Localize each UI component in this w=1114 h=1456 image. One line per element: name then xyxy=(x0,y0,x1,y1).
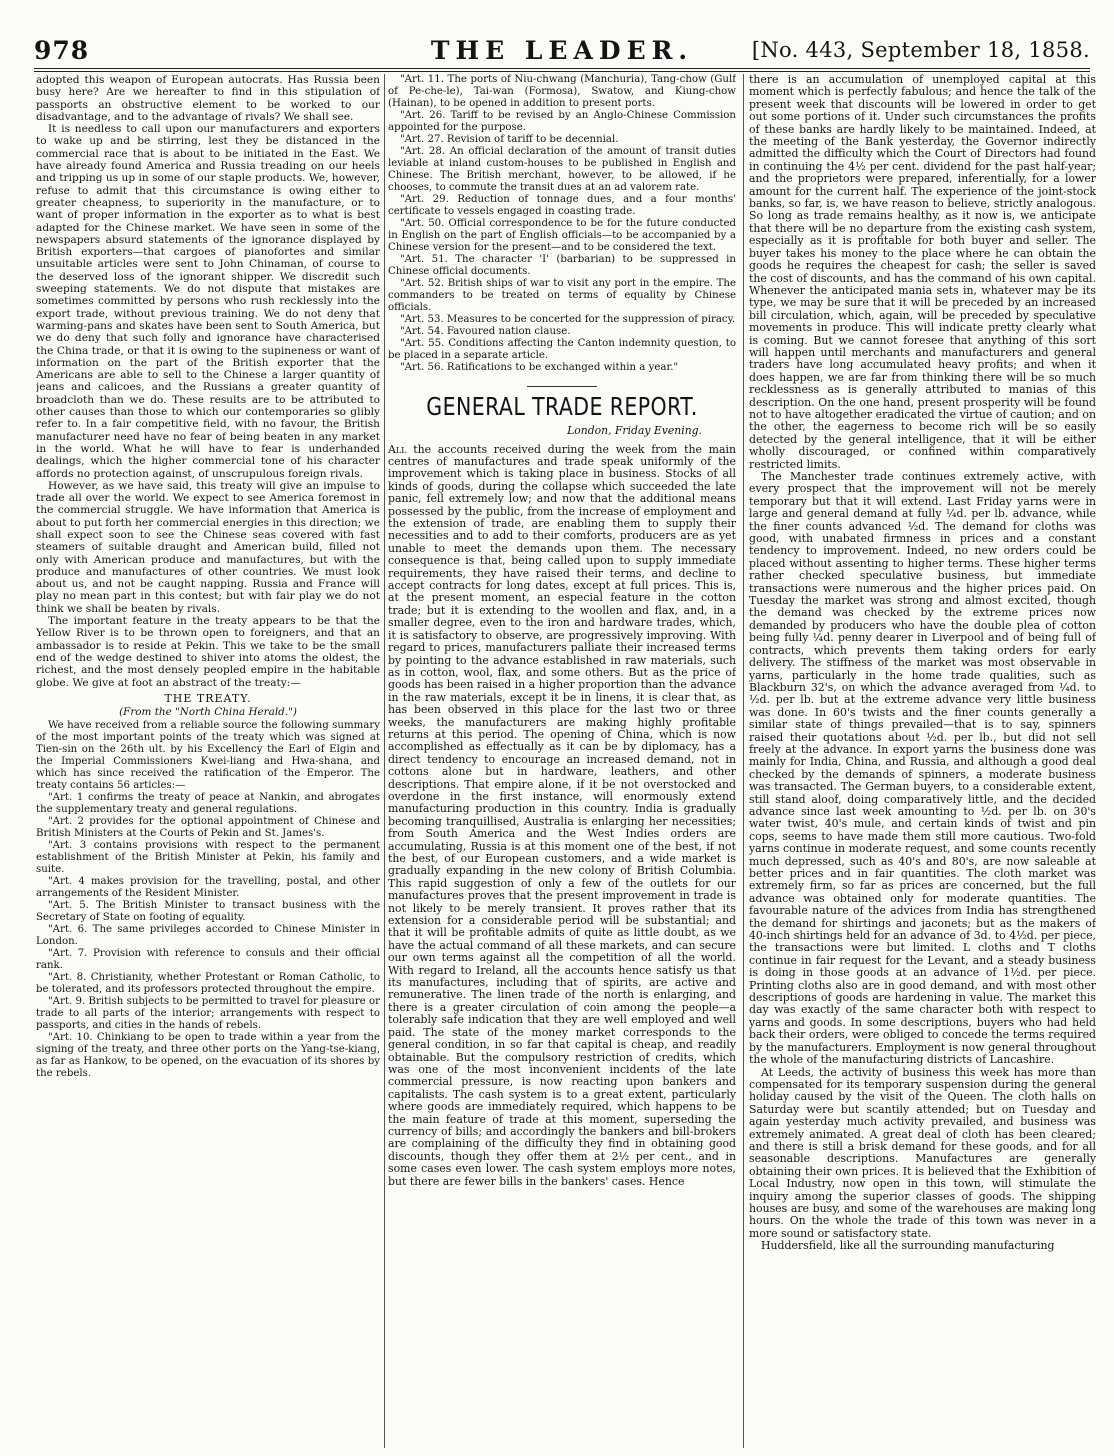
treaty-article: "Art. 53. Measures to be concerted for the suppression of piracy. xyxy=(400,314,736,325)
lead-word: All xyxy=(388,442,407,456)
treaty-article: "Art. 51. The character 'I' (barbarian) to be suppressed in Chinese official documents. xyxy=(388,254,736,277)
treaty-article: "Art. 1 confirms the treaty of peace at Nankin, and abrogates the supplementary treaty and general regulations. xyxy=(36,792,380,816)
treaty-article: "Art. 27. Revision of tariff to be decennial. xyxy=(400,134,619,145)
treaty-article: "Art. 54. Favoured nation clause. xyxy=(400,326,571,337)
treaty-article: "Art. 2 provides for the optional appointment of Chinese and British Ministers at the Courts of Pekin and St. James's. xyxy=(36,816,380,840)
column-2 xyxy=(388,74,736,1448)
column-3 xyxy=(749,74,1096,1448)
newspaper-title: THE LEADER. xyxy=(430,36,694,65)
issue-info: [No. 443, September 18, 1858. xyxy=(751,38,1090,62)
paragraph: At Leeds, the activity of business this week has more than compensated for its temporary suspension during the general holiday caused by the visit of the Queen. The cloth halls on Saturday were but scantily attended; but on Tuesday and again yesterday much activity prevailed, and business was extremely animated. A great deal of cloth has been cleared; and there is still a brisk demand for these goods, and for all seasonable descriptions. Manufactures are generally obtaining their own prices. It is believed that the Exhibition of Local Industry, now open in this town, will stimulate the inquiry among the superior classes of goods. The shipping houses are busy, and some of the warehouses are making long hours. On the whole the trade of this town was never in a more sound or satisfactory state. xyxy=(749,1065,1096,1240)
paragraph xyxy=(388,444,736,1188)
paragraph: We have received from a reliable source the following summary of the most important points of the treaty which was signed at Tien-sin on the 26th ult. by his Excellency the Earl of Elgin and the Imperial Commissioners Kwei-liang and Hwa-shana, and which has since received the ratification of the Emperor. The treaty contains 56 articles:— xyxy=(36,720,380,792)
column-divider xyxy=(743,74,744,1448)
dateline: London, Friday Evening. xyxy=(567,424,702,438)
treaty-article: "Art. 52. British ships of war to visit any port in the empire. The commanders to be treated on terms of equality by Chinese officials. xyxy=(388,278,736,313)
treaty-article: "Art. 9. British subjects to be permitted to travel for pleasure or trade to all parts of the interior; arrangements with respect to passports, and cities in the hands of rebels. xyxy=(36,996,380,1032)
paragraph: The important feature in the treaty appears to be that the Yellow River is to be thrown open to foreigners, and that an ambassador is to reside at Pekin. This we take to be the small end of the wedge destined to shiver into atoms the oldest, the richest, and the most densely peopled empire in the habitable globe. We give at foot an abstract of the treaty:— xyxy=(36,615,380,689)
treaty-article: "Art. 6. The same privileges accorded to Chinese Minister in London. xyxy=(36,924,380,948)
treaty-article: "Art. 8. Christianity, whether Protestant or Roman Catholic, to be tolerated, and its professors protected throughout the empire. xyxy=(36,972,380,996)
report-title: GENERAL TRADE REPORT. xyxy=(426,392,698,421)
paragraph: The Manchester trade continues extremely active, with every prospect that the improvement will not be merely temporary but that it will extend. Last Friday yarns were in large and general demand at fully ¼d. per lb. advance, while the finer counts advanced ½d. The demand for cloths was good, with unabated firmness in prices and a constant tendency to improvement. Indeed, no new orders could be placed without assenting to higher terms. These higher terms rather checked speculative business, but immediate transactions were numerous and the higher prices paid. On Tuesday the market was strong and almost excited, though the demand was checked by the extreme prices now demanded by producers who have the double plea of cotton being fully ¼d. penny dearer in Liverpool and of being full of contracts, which prevents them taking orders for early delivery. The stiffness of the market was most observable in yarns, particularly in the home trade qualities, such as Blackburn 32's, on which the advance averaged from ¼d. to ½d. per lb. but at the extreme advance very little business was done. In 60's twists and the finer counts generally a similar state of things prevailed—that is to say, spinners raised their quotations about ½d. per lb., but did not sell freely at the advance. In export yarns the business done was mainly for India, China, and Russia, and although a good deal checked by the demands of spinners, a moderate business was transacted. The German buyers, to a considerable extent, still stand aloof, doing comparatively little, and the decided advance since last week amounting to ½d. per lb. on 30's water twist, 40's mule, and certain kinds of twist and pin cops, seems to have made them still more cautious. Two-fold yarns continue in moderate request, and some counts recently much depressed, such as 40's and 80's, are now saleable at better prices and in fair quantities. The cloth market was extremely firm, so far as prices are concerned, but the full advance was obtained only for moderate quantities. The favourable nature of the advices from India has strengthened the demand for shirtings and jaconets; but as the makers of 40-inch shirtings held for an advance of 3d. to 4½d. per piece, the transactions were but limited. L cloths and T cloths continue in fair request for the Levant, and a steady business is doing in those goods at an advance of 1½d. per piece. Printing cloths also are in good demand, and with most other descriptions of goods are hardening in value. The market this day was exactly of the same character both with respect to yarns and goods. In some descriptions, buyers who had held back their orders, were obliged to concede the terms required by the manufacturers. Employment is now general throughout the whole of the manufacturing districts of Lancashire. xyxy=(749,470,1096,1067)
treaty-article: "Art. 56. Ratifications to be exchanged within a year." xyxy=(400,362,679,373)
paragraph: there is an accumulation of unemployed capital at this moment which is perfectly fabulous; and hence the talk of the present week that discounts will be lowered in order to get out some portions of it. Under such circumstances the profits of these banks are hardly likely to be maintained. Indeed, at the meeting of the Bank yesterday, the Governor indirectly admitted the difficulty which the Court of Directors had found in continuing the 4½ per cent. dividend for the past half-year; and the proprietors were prepared, inferentially, for a lower amount for the current half. The experience of the joint-stock banks, so far, is, we have reason to believe, strictly analogous. So long as trade remains healthy, as it now is, we anticipate that there will be no departure from the existing cash system, especially as it is profitable for both buyer and seller. The buyer takes his money to the place where he can obtain the goods he requires the cheapest for cash; the seller is saved the cost of discounts, and has the command of his own capital. Whenever the anticipated mania sets in, whatever may be its type, we may be sure that it will be preceded by an increased bill circulation, which, again, will be preceded by speculative movements in produce. This will indicate pretty clearly what is coming. But we cannot foresee that anything of this sort will happen until merchants and manufacturers and general traders have long accumulated heavy profits; and when it does happen, we are far from thinking there will be so much recklessness as is generally attributed to manias of this description. On the one hand, present prosperity will be found not to have altogether eradicated the virtue of caution; and on the other, the eagerness to become rich will be so easily detected by the general intelligence, that it will be either wholly discouraged, or confined within comparatively restricted limits. xyxy=(749,74,1096,471)
treaty-article: "Art. 29. Reduction of tonnage dues, and a four months' certificate to vessels engaged in coasting trade. xyxy=(388,194,736,217)
treaty-article: "Art. 5. The British Minister to transact business with the Secretary of State on footing of equality. xyxy=(36,900,380,924)
paragraph: Huddersfield, like all the surrounding manufacturing xyxy=(761,1239,1055,1253)
column-1 xyxy=(36,74,380,1448)
treaty-article: "Art. 55. Conditions affecting the Canton indemnity question, to be placed in a separate article. xyxy=(388,338,736,361)
treaty-heading: THE TREATY. xyxy=(164,691,252,705)
paragraph: It is needless to call upon our manufacturers and exporters to wake up and be stirring, lest they be distanced in the commercial race that is about to be initiated in the East. We have already found America and Russia treading on our heels and tripping us up in some of our staple products. We, however, refuse to admit that this circumstance is owing either to greater cheapness, to superiority in the manufacture, or to want of proper information in the exporter as to what is best adapted for the Chinese market. We have seen in some of the newspapers absurd statements of the ignorance displayed by British exporters—that cargoes of pianofortes and similar unsuitable articles were sent to John Chinaman, of course to the deserved loss of the ignorant shipper. We discredit such sweeping statements. We do not dispute that mistakes are sometimes committed by persons who rush recklessly into the export trade, without previous training. We do not deny that warming-pans and skates have been sent to South America, but we do deny that such folly and ignorance have characterised the China trade, or that it is owing to the supineness or want of information on the part of the British exporter that the Americans are able to sell to the Chinese a larger quantity of jeans and calicoes, and the Russians a greater quantity of broadcloth than we do. These results are to be attributed to other causes than those to which our contemporaries so glibly refer to. In a fair competitive field, with no favour, the British manufacturer need have no fear of being beaten in any market in the world. What he will have to fear is underhanded dealings, which the higher commercial tone of his character affords no protection against, of unscrupulous foreign rivals. xyxy=(36,123,380,480)
treaty-article: "Art. 28. An official declaration of the amount of transit duties leviable at inland custom-houses to be published in English and Chinese. The British merchant, however, to be allowed, if he chooses, to commute the transit dues at an ad valorem rate. xyxy=(388,146,736,193)
treaty-article: "Art. 4 makes provision for the travelling, postal, and other arrangements of the Resident Minister. xyxy=(36,876,380,900)
paragraph-text: the accounts received during the week from the main centres of manufactures and trade speak uniformly of the improvement which is taking place in business. Stocks of all kinds of goods, during the collapse which succeeded the late panic, fell extremely low; and now that the additional means possessed by the public, from the increase of employment and the extension of trade, are enabling them to supply their necessities and to add to their comforts, producers are as yet unable to meet the demands upon them. The necessary consequence is that, being called upon to supply immediate requirements, they have raised their terms, and decline to accept contracts for long dates, except at full prices. This is, at the present moment, an especial feature in the cotton trade; but it is extending to the woollen and flax, and, in a smaller degree, even to the iron and hardware trades, which, it is satisfactory to observe, are progressively improving. With regard to prices, manufacturers palliate their increased terms by pointing to the advance established in raw materials, such as in cotton, wool, flax, and some others. But as the price of goods has been raised in a higher proportion than the advance in the raw materials, except it be in linens, it is clear that, as has been observed in this place for the last two or three weeks, the manufacturers are making highly profitable returns at this period. The opening of China, which is now accomplished as effectually as it can be by diplomacy, has a direct tendency to encourage an increased demand, not in cottons alone but in hardware, leathers, and other descriptions. That empire alone, if it be not overstocked and overdone in the first instance, will enormously extend manufacturing production in this country. India is gradually becoming tranquillised, Australia is enlarging her necessities; from South America and the West Indies orders are accumulating, Russia is at this moment one of the best, if not the best, of our European customers, and a wide market is gradually expanding in the new colony of British Columbia. This rapid suggestion of only a few of the outlets for our manufactures proves that the present improvement in trade is not likely to be merely transient. It proves rather that its extension for a considerable period will be substantial; and that it will be profitable admits of quite as little doubt, as we have the actual command of all these markets, and can secure our own terms against all the competition of all the world. With regard to Ireland, all the accounts hence satisfy us that its manufactures, including that of spirits, are active and remunerative. The linen trade of the north is enlarging, and there is a greater circulation of coin among the people—a tolerably safe indication that they are well employed and well paid. The state of the money market corresponds to the general condition, in so far that capital is cheap, and readily obtainable. But the compulsory restriction of credits, which was one of the most inconvenient incidents of the late commercial pressure, is now reacting upon bankers and capitalists. The cash system is to a great extent, particularly where goods are immediately required, which happens to be the main feature of trade at this moment, superseding the currency of bills; and accordingly the bankers and bill-brokers are complaining of the difficulty they find in obtaining good discounts, though they offer them at 2½ per cent., and in some cases even lower. The cash system employs more notes, but there are fewer bills in the bankers' cases. Hence xyxy=(388,442,736,1188)
treaty-article: "Art. 10. Chinkiang to be open to trade within a year from the signing of the treaty, and three other ports on the Yang-tse-kiang, as far as Hankow, to be opened, on the evacuation of its shores by the rebels. xyxy=(36,1032,380,1080)
masthead xyxy=(34,34,1090,68)
section-divider xyxy=(527,386,597,387)
masthead-rule xyxy=(34,68,1090,72)
treaty-article: "Art. 7. Provision with reference to consuls and their official rank. xyxy=(36,948,380,972)
treaty-article: "Art. 50. Official correspondence to be for the future conducted in English on the part of English officials—to be accompanied by a Chinese version for the present—and to be considered the text. xyxy=(388,218,736,253)
paragraph: However, as we have said, this treaty will give an impulse to trade all over the world. We expect to see America foremost in the commercial struggle. We have information that America is about to put forth her commercial energies in this direction; we shall expect soon to see the Chinese seas covered with fast steamers of suitable draught and American build, filled not only with American produce and manufactures, but with the produce and manufactures of other countries. We must look about us, and not be caught napping. Russia and France will play no mean part in this contest; but with fair play we do not think we shall be beaten by rivals. xyxy=(36,479,380,615)
treaty-article: "Art. 26. Tariff to be revised by an Anglo-Chinese Commission appointed for the purpose. xyxy=(388,110,736,133)
treaty-article: "Art. 3 contains provisions with respect to the permanent establishment of the British Minister at Pekin, his family and suite. xyxy=(36,840,380,876)
treaty-source: (From the "North China Herald.") xyxy=(119,706,297,719)
page-number: 978 xyxy=(34,36,90,65)
paragraph: adopted this weapon of European autocrats. Has Russia been busy here? Are we hereafter to find in this stipulation of passports an obstructive element to be worked to our disadvantage, and to the advantage of rivals? We shall see. xyxy=(36,74,380,123)
column-divider xyxy=(384,74,385,1448)
treaty-article: "Art. 11. The ports of Niu-chwang (Manchuria), Tang-chow (Gulf of Pe-che-le), Tai-wan (Formosa), Swatow, and Kiung-chow (Hainan), to be opened in addition to present ports. xyxy=(388,74,736,109)
